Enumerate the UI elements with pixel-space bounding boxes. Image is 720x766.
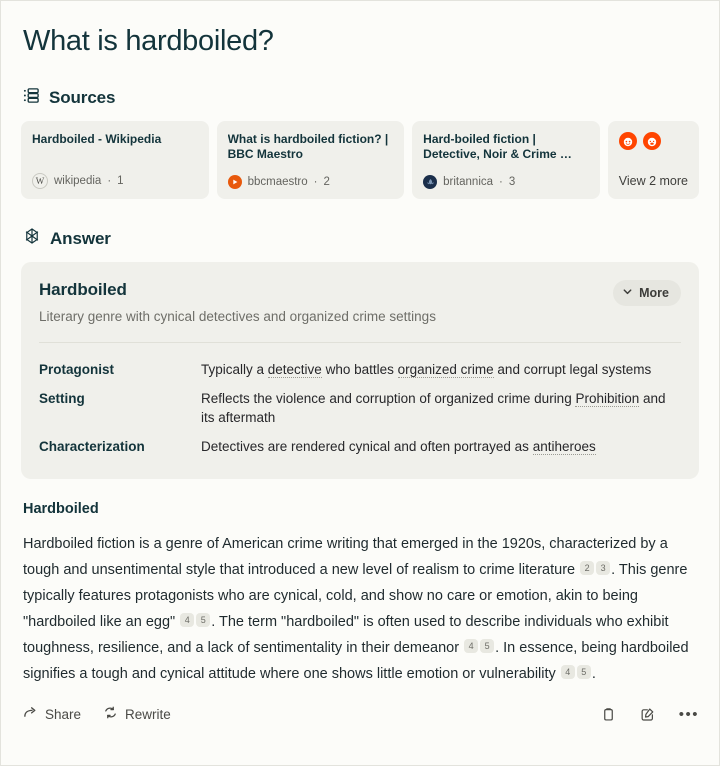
reddit-icon xyxy=(619,132,637,150)
value-text: Reflects the violence and corruption of organized crime during xyxy=(201,391,576,406)
attribute-row xyxy=(39,384,681,432)
entity-term[interactable]: detective xyxy=(267,362,322,377)
source-meta xyxy=(228,175,394,189)
card-divider xyxy=(39,342,681,343)
value-text: who battles xyxy=(321,362,398,377)
answer-summary-card xyxy=(21,262,699,479)
source-separator: · xyxy=(499,176,503,188)
view-more-sources-card[interactable] xyxy=(608,121,699,199)
source-avatars xyxy=(619,132,688,150)
attributes-table xyxy=(39,355,681,461)
source-separator: · xyxy=(313,176,318,188)
chevron-down-icon xyxy=(622,286,633,300)
source-card-wikipedia[interactable] xyxy=(21,121,209,199)
prose-text: . In essence, being hardboiled signifies a tough and cynical attitude where one shows little emotion or vulnerability xyxy=(23,640,689,682)
page-title: What is hardboiled? xyxy=(23,25,274,57)
wikipedia-icon: W xyxy=(32,173,48,189)
body-heading: Hardboiled xyxy=(23,501,99,517)
bbcmaestro-play-icon xyxy=(228,175,242,189)
attribute-row xyxy=(39,355,681,384)
prose-text: Hardboiled fiction is a genre of American crime writing that emerged in the 1920s, characterized by a tough and unsentimental style that introduced a new level of realism to crime literature xyxy=(23,536,668,578)
sources-section-header xyxy=(23,87,699,109)
attribute-key: Protagonist xyxy=(39,362,115,377)
attribute-value xyxy=(201,384,681,432)
prose-text: . xyxy=(591,666,596,682)
source-meta xyxy=(32,173,198,189)
attribute-row xyxy=(39,432,681,461)
source-index: 2 xyxy=(323,176,330,188)
citation-chip[interactable]: 4 xyxy=(561,665,575,679)
value-text: and its aftermath xyxy=(201,391,666,425)
citation-chip[interactable]: 4 xyxy=(180,613,194,627)
source-domain: britannica xyxy=(443,176,494,188)
sources-row xyxy=(21,121,699,199)
share-arrow-icon xyxy=(23,705,38,723)
source-title: Hard-boiled fiction | Detective, Noir & Crime … xyxy=(423,132,572,161)
edit-pencil-icon[interactable] xyxy=(640,707,655,722)
answer-actions-bar xyxy=(21,705,699,733)
prose-text: . The term "hardboiled" is often used to describe individuals who exhibit toughness, resilience, and a lack of sentimentality in their demeanor xyxy=(23,614,669,656)
attribute-value xyxy=(201,355,681,384)
source-separator: · xyxy=(107,175,112,187)
citation-chip[interactable]: 5 xyxy=(480,639,494,653)
source-title: What is hardboiled fiction? | BBC Maestro xyxy=(227,132,389,161)
source-card-bbcmaestro[interactable] xyxy=(217,121,405,199)
rewrite-label: Rewrite xyxy=(125,706,171,722)
value-text: Typically a xyxy=(201,362,268,377)
entity-term[interactable]: antiheroes xyxy=(532,439,596,454)
answer-section-header xyxy=(23,227,699,250)
sources-section-label: Sources xyxy=(49,88,116,107)
entity-term[interactable]: Prohibition xyxy=(575,391,640,406)
sources-list-icon xyxy=(23,87,40,109)
entity-term[interactable]: organized crime xyxy=(397,362,494,377)
reddit-icon xyxy=(643,132,661,150)
ellipsis-glyph: ••• xyxy=(678,705,699,723)
answer-card-title: Hardboiled xyxy=(39,280,127,299)
answer-card-subtitle: Literary genre with cynical detectives and organized crime settings xyxy=(39,309,436,324)
source-domain: wikipedia xyxy=(54,175,102,187)
ellipsis-icon[interactable] xyxy=(679,707,699,722)
source-index: 1 xyxy=(117,175,124,187)
source-title: Hardboiled - Wikipedia xyxy=(32,132,162,146)
value-text: Detectives are rendered cynical and often portrayed as xyxy=(201,439,533,454)
rewrite-refresh-icon xyxy=(103,705,118,723)
source-index: 3 xyxy=(508,176,516,188)
attribute-value xyxy=(201,432,681,461)
clipboard-copy-icon[interactable] xyxy=(601,707,616,722)
citation-chip[interactable]: 3 xyxy=(596,561,610,575)
attribute-key: Setting xyxy=(39,391,85,406)
source-meta xyxy=(423,175,589,189)
perplexity-answer-icon xyxy=(23,227,41,250)
citation-chip[interactable]: 2 xyxy=(580,561,594,575)
britannica-thistle-icon xyxy=(423,175,437,189)
source-card-britannica[interactable] xyxy=(412,121,600,199)
share-button[interactable] xyxy=(23,705,81,723)
more-button-label: More xyxy=(639,286,669,300)
rewrite-button[interactable] xyxy=(103,705,171,723)
prose-text: . This genre typically features protagonists who are cynical, cold, and show no care or emotion, akin to being "hardboiled like an egg" xyxy=(23,562,688,630)
citation-chip[interactable]: 4 xyxy=(464,639,478,653)
citation-chip[interactable]: 5 xyxy=(196,613,210,627)
view-more-label: View 2 more xyxy=(618,174,688,188)
value-text: and corrupt legal systems xyxy=(493,362,652,377)
answer-body-text xyxy=(23,531,699,687)
citation-chip[interactable]: 5 xyxy=(577,665,591,679)
share-label: Share xyxy=(45,706,82,722)
attribute-key: Characterization xyxy=(39,439,145,454)
source-domain: bbcmaestro xyxy=(247,176,308,188)
more-button[interactable] xyxy=(613,280,681,306)
answer-section-label: Answer xyxy=(50,228,111,248)
